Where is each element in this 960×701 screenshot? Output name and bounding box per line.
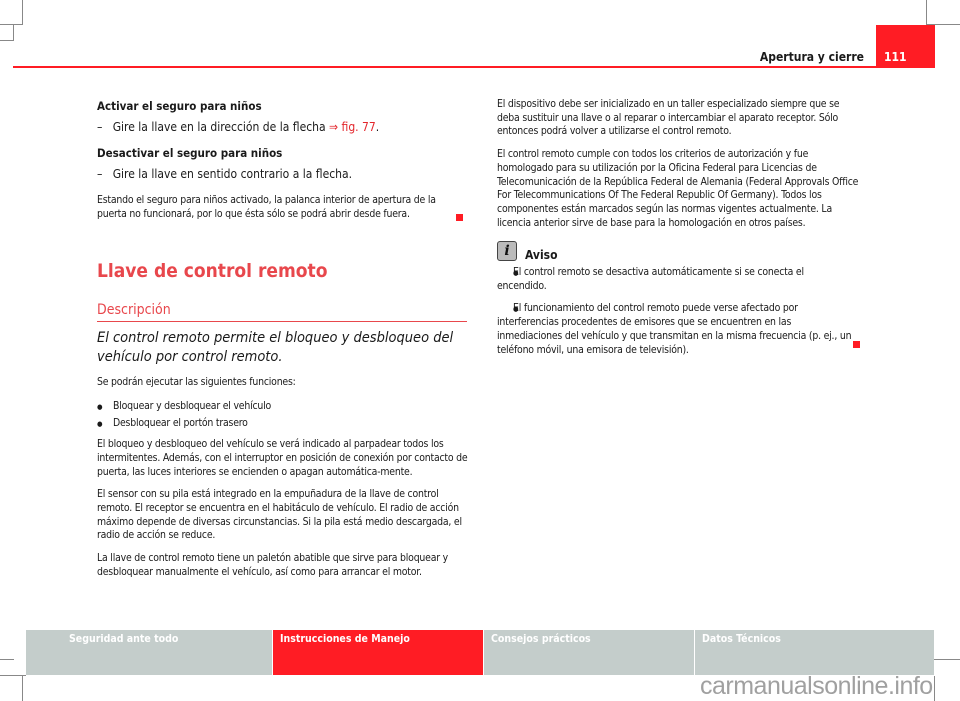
- paragraph: El control remoto cumple con todos los criterios de autorización y fue homologado para su utilización por la Oficina Federal para Licencias de Telecomunicación de la República Federal de Alemania (Federal Approvals Office For Telecommunications Of The Federal Republic Of Germany). Todos los componentes están marcados según las normas vigentes actualmente. La licencia anterior sirve de base para la homologación en otros países.: [497, 148, 859, 229]
- end-marker: [853, 341, 860, 348]
- heading-activar: Activar el seguro para niños: [97, 99, 262, 113]
- step-text: Gire la llave en la dirección de la flecha: [112, 120, 330, 134]
- list-item: ● Bloquear y desbloquear el vehículo: [97, 400, 469, 414]
- paragraph: El sensor con su pila está integrado en la empuñadura de la llave de control remoto. El receptor se encuentra en el habitáculo de vehículo. El radio de acción máximo depende de diversas circunstancias. Si la pila está medio descargada, el radio de acción se reduce.: [97, 488, 462, 542]
- notice-item: ● El control remoto se desactiva automáticamente si se conecta el encendido.: [497, 266, 852, 293]
- paragraph: El bloqueo y desbloqueo del vehículo se verá indicado al parpadear todos los intermitentes. Además, con el interruptor en posición de conexión por contacto de puerta, las luces interiores se encienden o apagan automática-mente.: [97, 438, 468, 478]
- notice-item: ● El funcionamiento del control remoto puede verse afectado por interferencias procedentes de emisores que se encuentren en las inmediaciones del vehículo y que transmitan en la misma frecuencia (p. ej., un teléfono móvil, una emisora de televisión).: [497, 302, 852, 357]
- lead-text: El control remoto permite el bloqueo y desbloqueo del vehículo por control remoto.: [97, 330, 454, 365]
- crop-mark: [934, 676, 935, 701]
- list-item: ● Desbloquear el portón trasero: [97, 417, 469, 431]
- tab-datos[interactable]: Datos Técnicos: [695, 630, 934, 675]
- page-number-box: [876, 25, 935, 68]
- step-activar: – Gire la llave en la dirección de la flecha ⇒ fig. 77.: [97, 120, 380, 134]
- step-desactivar: – Gire la llave en sentido contrario a la flecha.: [97, 167, 353, 181]
- tab-seguridad[interactable]: Seguridad ante todo: [26, 630, 272, 675]
- figure-link[interactable]: ⇒ fig. 77: [329, 120, 376, 134]
- section-title: Apertura y cierre: [759, 50, 864, 64]
- crop-mark: [0, 659, 14, 660]
- paragraph: La llave de control remoto tiene un paletón abatible que sirve para bloquear y desbloquear manualmente el vehículo, así como para arrancar el motor.: [97, 552, 448, 578]
- subsection-heading: Descripción: [97, 302, 171, 318]
- paragraph-funciones: Se podrán ejecutar las siguientes funciones:: [97, 376, 296, 388]
- step-end: .: [375, 120, 380, 134]
- crop-mark: [934, 659, 960, 660]
- page-number: 111: [884, 50, 907, 64]
- watermark: carmanualsonline.info: [700, 672, 933, 700]
- info-icon: i: [497, 241, 517, 261]
- paragraph: El dispositivo debe ser inicializado en un taller especializado siempre que se deba sustituir una llave o al reparar o intercambiar el aparato receptor. Sólo entonces podrá volver a utilizarse el control remoto.: [497, 98, 840, 138]
- paragraph-seguro: Estando el seguro para niños activado, la palanca interior de apertura de la puerta no funcionará, por lo que ésta sólo se podrá abrir desde fuera.: [97, 194, 436, 220]
- crop-mark: [0, 24, 22, 25]
- end-marker: [456, 214, 463, 221]
- heading-desactivar: Desactivar el seguro para niños: [97, 146, 283, 160]
- tab-instrucciones[interactable]: Instrucciones de Manejo: [273, 630, 483, 675]
- aviso-title: Aviso: [525, 248, 558, 262]
- step-text: Gire la llave en sentido contrario a la flecha.: [112, 167, 353, 181]
- subsection-rule: [97, 321, 467, 322]
- crop-mark: [926, 0, 927, 25]
- section-heading: Llave de control remoto: [97, 260, 328, 282]
- crop-mark: [22, 0, 23, 25]
- crop-mark: [0, 40, 14, 41]
- tab-consejos[interactable]: Consejos prácticos: [484, 630, 694, 675]
- header-rule: [13, 66, 876, 68]
- crop-mark: [13, 25, 14, 41]
- crop-mark: [22, 676, 23, 701]
